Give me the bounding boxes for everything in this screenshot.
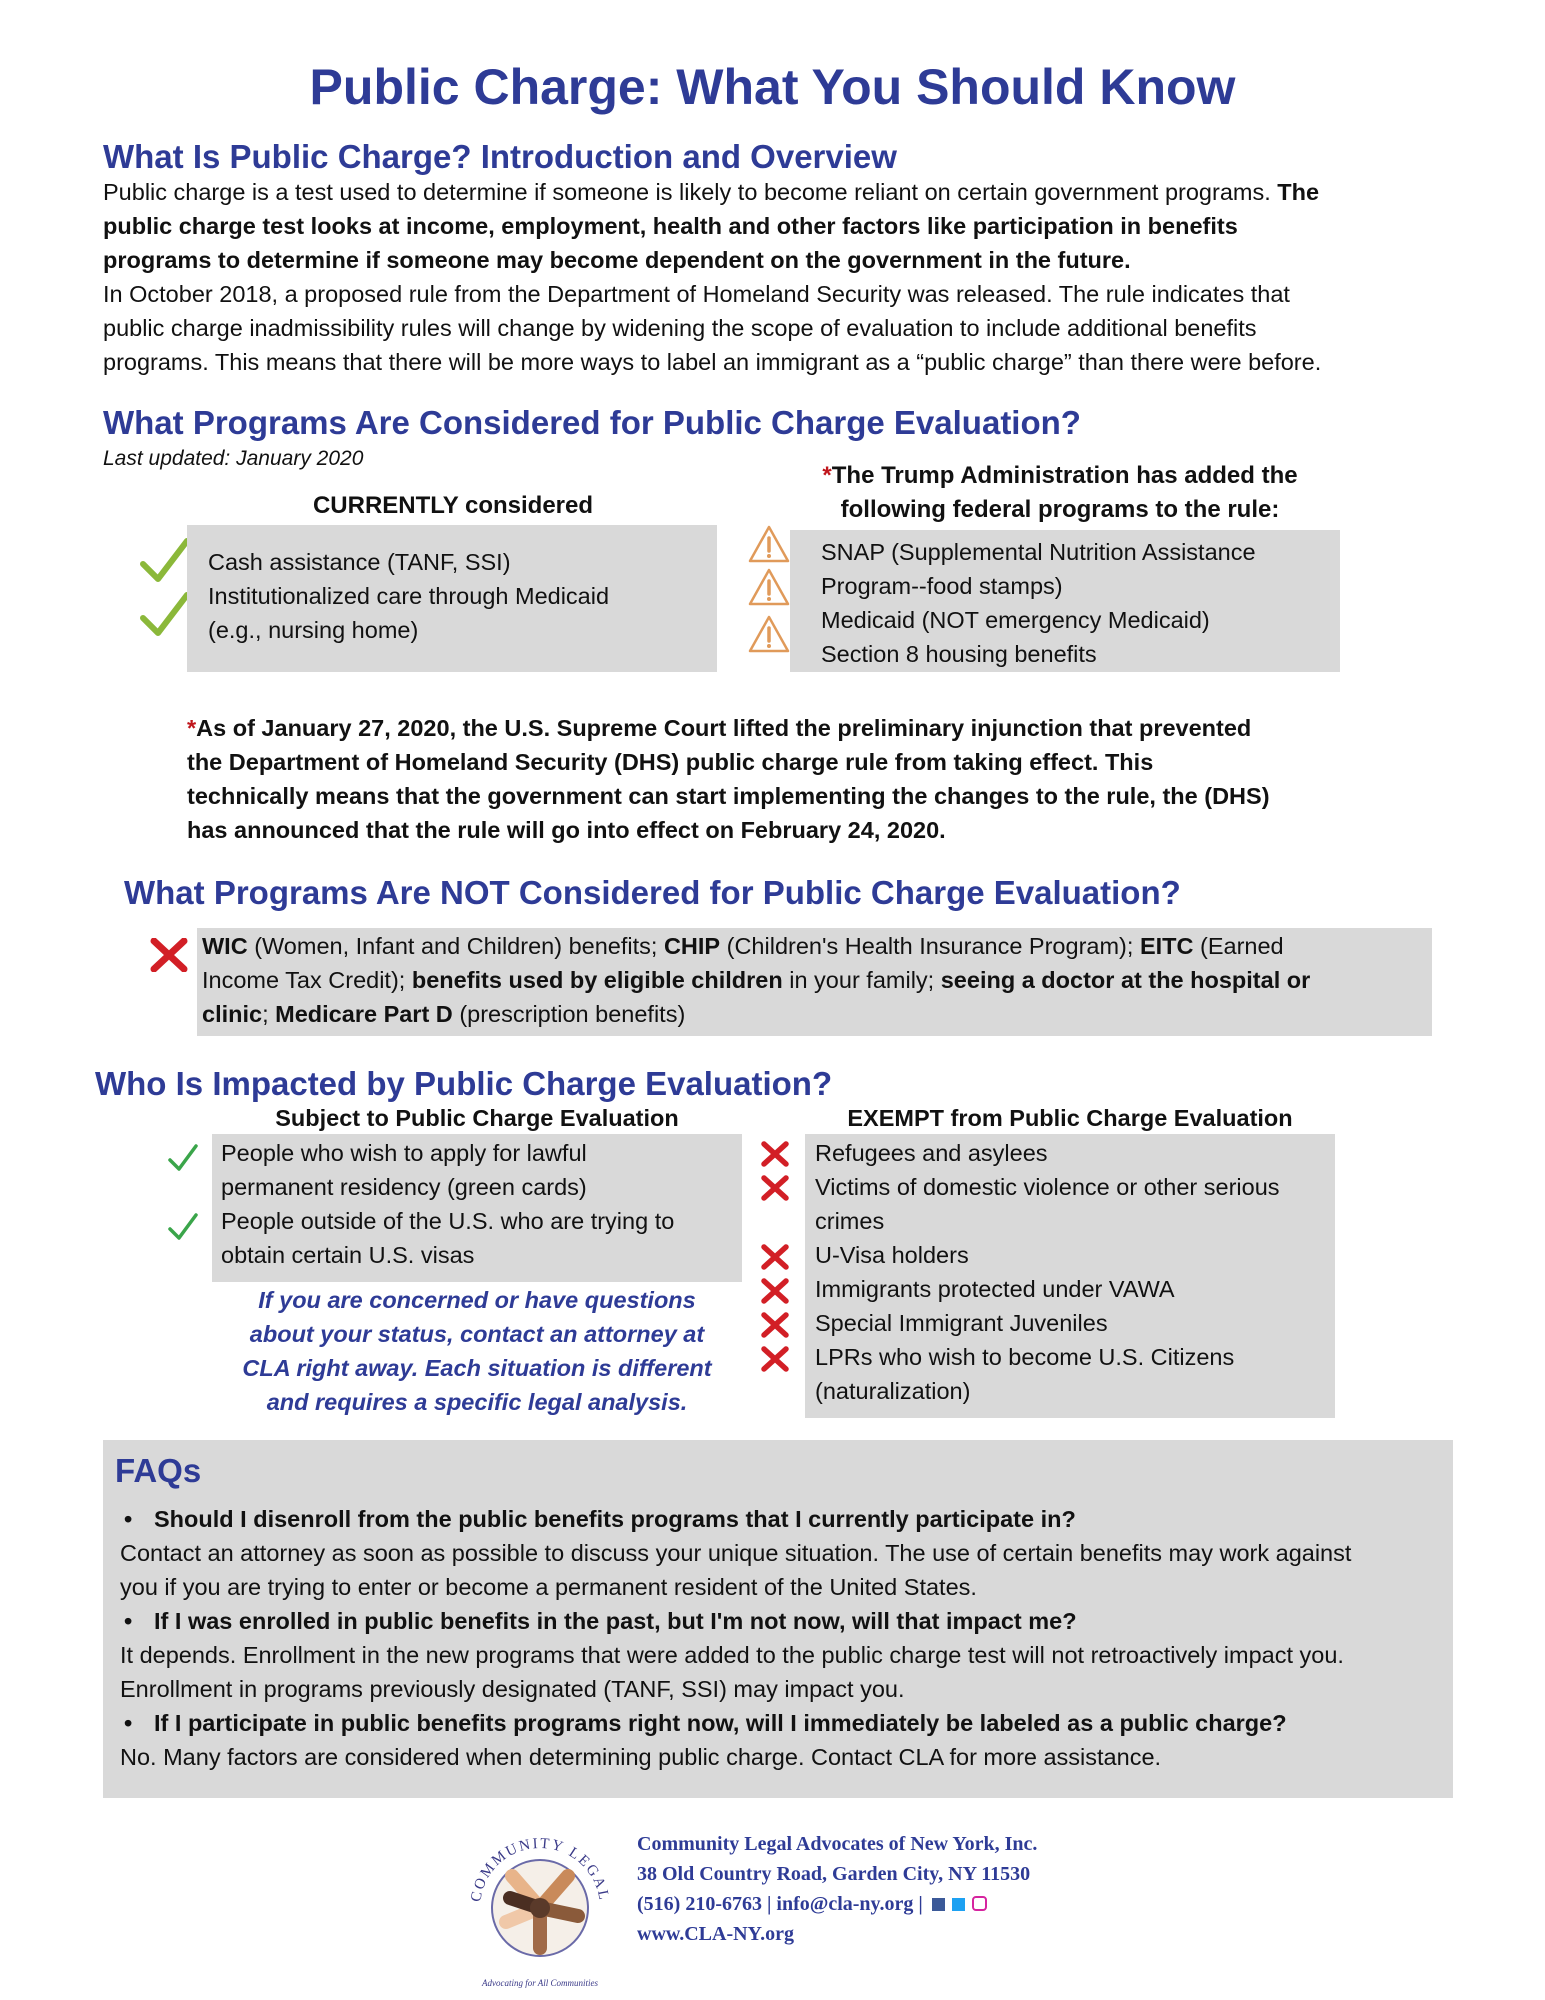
- exempt-item: Victims of domestic violence or other serious: [815, 1174, 1280, 1200]
- eitc-text: (Earned: [1193, 933, 1284, 959]
- exempt-item: U-Visa holders: [815, 1242, 969, 1268]
- intro-heading: What Is Public Charge? Introduction and Overview: [103, 138, 897, 175]
- footer-org: Community Legal Advocates of New York, Inc.: [637, 1833, 1038, 1855]
- subject-item: permanent residency (green cards): [221, 1174, 587, 1200]
- current-item: Institutionalized care through Medicaid: [208, 583, 610, 609]
- x-mark-icon: [761, 1346, 789, 1372]
- faq-answer: Contact an attorney as soon as possible to discuss your unique situation. The use of certain benefits may work against: [120, 1540, 1352, 1566]
- advice-line: CLA right away. Each situation is different: [242, 1355, 712, 1381]
- footer-contact: [637, 1829, 1037, 1949]
- intro-p2-line1: In October 2018, a proposed rule from the Department of Homeland Security was released. The rule indicates that: [103, 281, 1290, 307]
- intro-p1-bold-a: The: [1277, 179, 1320, 205]
- footer-website[interactable]: www.CLA-NY.org: [637, 1923, 795, 1945]
- x-mark-icon: [761, 1278, 789, 1304]
- footer-phone-email: (516) 210-6763 | info@cla-ny.org |: [637, 1893, 923, 1915]
- twitter-icon[interactable]: [952, 1898, 965, 1911]
- doctor-label: seeing a doctor at the hospital or: [940, 967, 1311, 993]
- page-title: Public Charge: What You Should Know: [309, 59, 1236, 115]
- subject-box: [212, 1134, 742, 1282]
- trump-programs-box: [790, 530, 1340, 672]
- separator: ;: [262, 1001, 276, 1027]
- currently-considered-box: [187, 525, 717, 672]
- intro-p2-line3: programs. This means that there will be more ways to label an immigrant as a “public charge” than there were before.: [103, 349, 1322, 375]
- medicare-text: (prescription benefits): [452, 1001, 686, 1027]
- subject-item: obtain certain U.S. visas: [221, 1242, 475, 1268]
- subject-item: People who wish to apply for lawful: [221, 1140, 587, 1166]
- faq-answer: you if you are trying to enter or become a permanent resident of the United States.: [120, 1574, 977, 1600]
- trump-asterisk: *: [822, 462, 832, 489]
- exempt-box: [805, 1134, 1335, 1418]
- wic-label: WIC: [202, 933, 248, 959]
- x-mark-icon: [150, 938, 188, 972]
- current-item: (e.g., nursing home): [208, 617, 419, 643]
- warning-icon: [747, 524, 791, 564]
- advice-line: and requires a specific legal analysis.: [266, 1389, 688, 1415]
- exempt-item: Immigrants protected under VAWA: [815, 1276, 1175, 1302]
- trump-item: SNAP (Supplemental Nutrition Assistance: [821, 539, 1256, 565]
- instagram-icon[interactable]: [972, 1896, 987, 1911]
- chip-text: (Children's Health Insurance Program);: [720, 933, 1140, 959]
- trump-item: Program--food stamps): [821, 573, 1063, 599]
- warning-icon: [747, 614, 791, 654]
- faqs-list: [120, 1502, 1450, 1774]
- subject-title: Subject to Public Charge Evaluation: [275, 1105, 679, 1131]
- note-line1: As of January 27, 2020, the U.S. Supreme Court lifted the preliminary injunction that prevented: [196, 715, 1252, 741]
- check-icon: [140, 592, 190, 638]
- trump-item: Medicaid (NOT emergency Medicaid): [821, 607, 1210, 633]
- trump-title: [780, 459, 1340, 527]
- check-icon: [140, 538, 190, 584]
- exempt-item: Special Immigrant Juveniles: [815, 1310, 1108, 1336]
- check-icon: [167, 1143, 199, 1173]
- logo-ring-text: COMMUNITY LEGAL: [468, 1835, 612, 1904]
- children-text: in your family;: [782, 967, 941, 993]
- note-line3: technically means that the government can start implementing the changes to the rule, the (DHS): [187, 783, 1270, 809]
- intro-p1-bold-c: programs to determine if someone may become dependent on the government in the future.: [103, 247, 1131, 273]
- cla-logo: [450, 1818, 630, 1993]
- facebook-icon[interactable]: [932, 1898, 945, 1911]
- faq-question: • If I was enrolled in public benefits in the past, but I'm not now, will that impact me?: [120, 1604, 1450, 1638]
- current-item: Cash assistance (TANF, SSI): [208, 549, 511, 575]
- exempt-item: Refugees and asylees: [815, 1140, 1048, 1166]
- doctor-label-cont: clinic: [202, 1001, 263, 1027]
- note-line2: the Department of Homeland Security (DHS) public charge rule from taking effect. This: [187, 749, 1154, 775]
- medicare-label: Medicare Part D: [275, 1001, 453, 1027]
- children-label: benefits used by eligible children: [411, 967, 783, 993]
- exempt-item: LPRs who wish to become U.S. Citizens: [815, 1344, 1235, 1370]
- trump-title-line2: following federal programs to the rule:: [840, 496, 1280, 523]
- chip-label: CHIP: [663, 933, 721, 959]
- supreme-court-note: [187, 711, 1387, 847]
- advice-line: If you are concerned or have questions: [258, 1287, 696, 1313]
- warning-icon: [747, 567, 791, 607]
- logo-tagline: Advocating for All Communities: [481, 1978, 599, 1988]
- faqs-box: [103, 1440, 1453, 1798]
- intro-p2-line2: public charge inadmissibility rules will change by widening the scope of evaluation to include additional benefits: [103, 315, 1257, 341]
- exempt-item: crimes: [815, 1208, 885, 1234]
- advice-line: about your status, contact an attorney at: [249, 1321, 705, 1347]
- intro-text: [103, 175, 1503, 379]
- not-considered-heading: What Programs Are NOT Considered for Public Charge Evaluation?: [124, 874, 1181, 911]
- x-mark-icon: [761, 1312, 789, 1338]
- x-mark-icon: [761, 1175, 789, 1201]
- intro-p1-normal: Public charge is a test used to determine if someone is likely to become reliant on certain government programs.: [103, 179, 1271, 205]
- note-line4: has announced that the rule will go into effect on February 24, 2020.: [187, 817, 946, 843]
- faq-answer: It depends. Enrollment in the new programs that were added to the public charge test will not retroactively impact you.: [120, 1642, 1344, 1668]
- exempt-title: EXEMPT from Public Charge Evaluation: [847, 1105, 1293, 1131]
- note-asterisk: *: [187, 715, 197, 741]
- footer-address: 38 Old Country Road, Garden City, NY 11530: [637, 1863, 1031, 1885]
- currently-considered-title: CURRENTLY considered: [312, 492, 594, 519]
- eitc-text-cont: Income Tax Credit);: [202, 967, 412, 993]
- wic-text: (Women, Infant and Children) benefits;: [247, 933, 664, 959]
- check-icon: [167, 1212, 199, 1242]
- exempt-item: (naturalization): [815, 1378, 971, 1404]
- trump-title-line1: The Trump Administration has added the: [831, 462, 1298, 489]
- attorney-advice: [212, 1283, 742, 1419]
- faq-answer: No. Many factors are considered when determining public charge. Contact CLA for more assistance.: [120, 1744, 1162, 1770]
- eitc-label: EITC: [1139, 933, 1194, 959]
- last-updated: Last updated: January 2020: [103, 447, 364, 470]
- intro-p1-bold-b: public charge test looks at income, employment, health and other factors like participation in benefits: [103, 213, 1238, 239]
- faq-answer: Enrollment in programs previously designated (TANF, SSI) may impact you.: [120, 1676, 905, 1702]
- x-mark-icon: [761, 1244, 789, 1270]
- faq-question: • If I participate in public benefits programs right now, will I immediately be labeled as a public charge?: [120, 1706, 1450, 1740]
- subject-item: People outside of the U.S. who are trying to: [221, 1208, 675, 1234]
- impacted-heading: Who Is Impacted by Public Charge Evaluation?: [95, 1065, 833, 1102]
- faq-question: • Should I disenroll from the public benefits programs that I currently participate in?: [120, 1502, 1450, 1536]
- x-mark-icon: [761, 1141, 789, 1167]
- programs-heading: What Programs Are Considered for Public Charge Evaluation?: [103, 404, 1081, 441]
- not-considered-box: [197, 928, 1432, 1036]
- trump-item: Section 8 housing benefits: [821, 641, 1097, 667]
- faqs-heading: FAQs: [115, 1452, 202, 1489]
